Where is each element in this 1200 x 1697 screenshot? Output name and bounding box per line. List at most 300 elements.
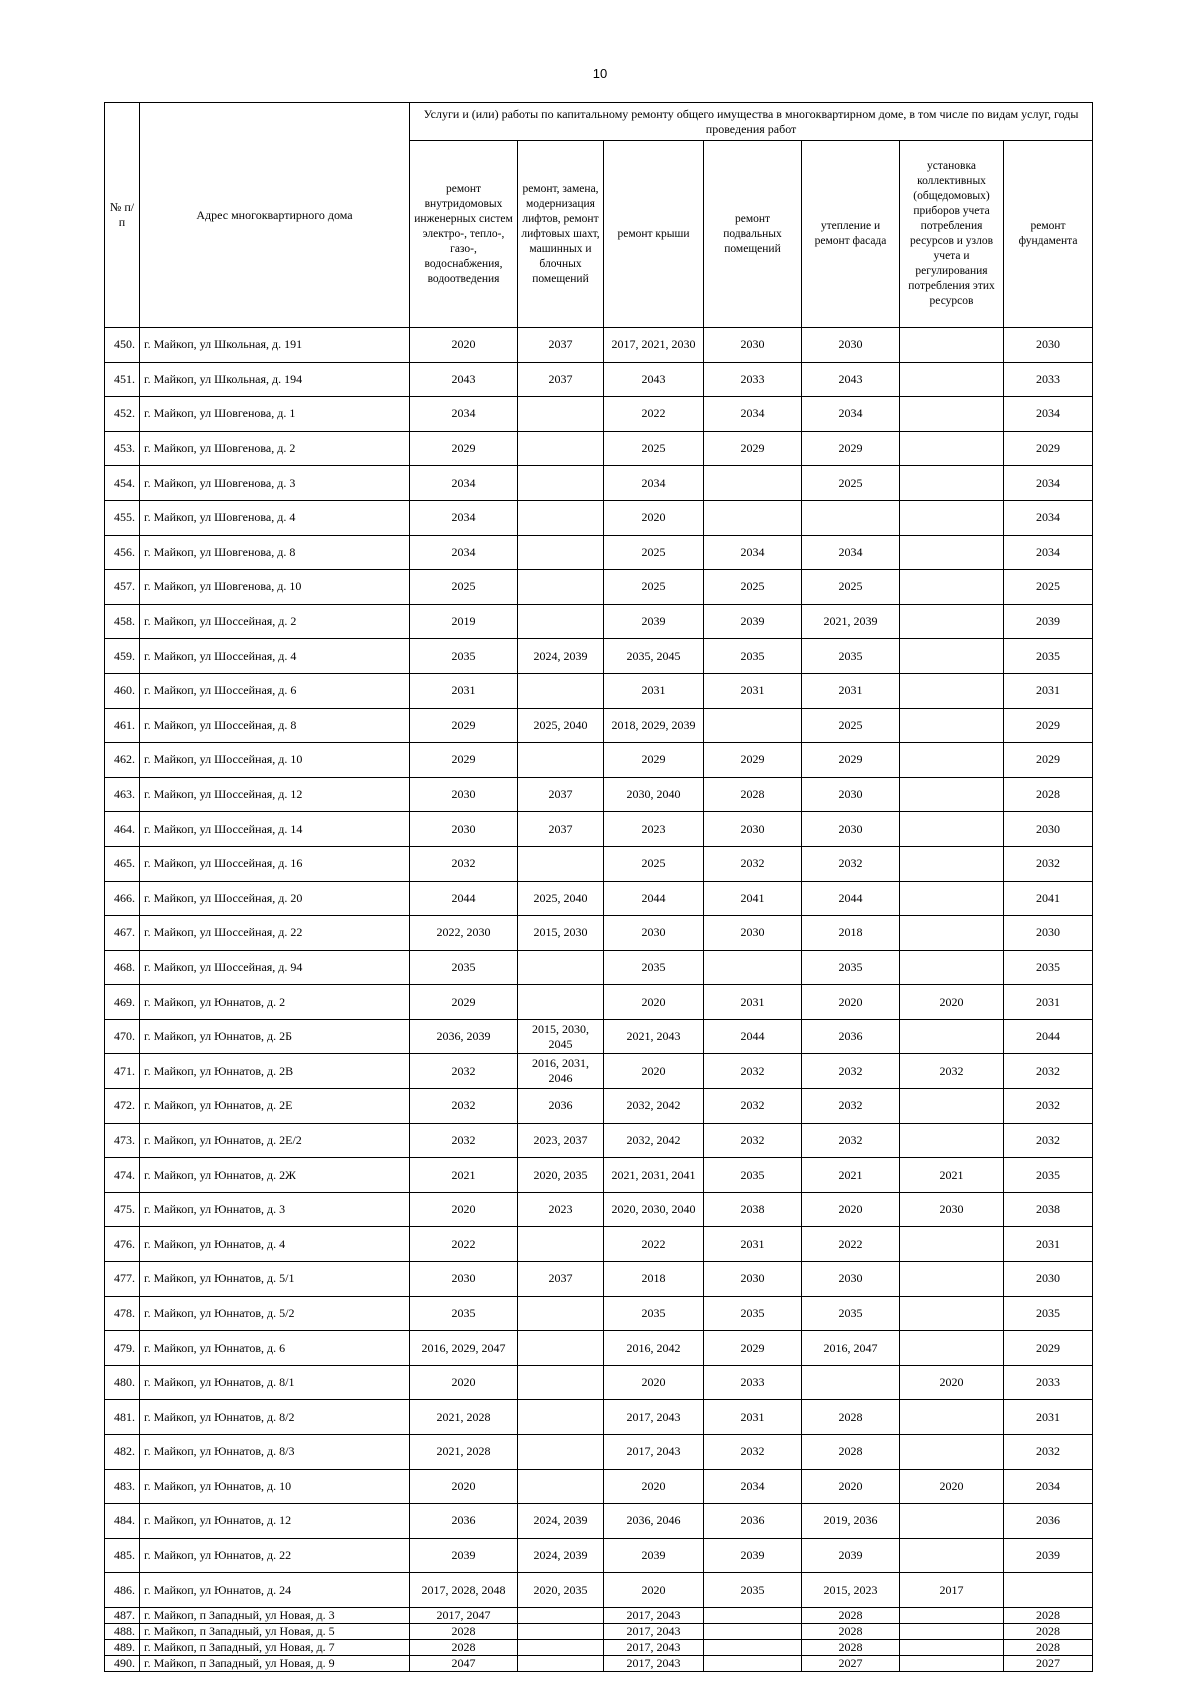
cell-elevator: 2037: [518, 1262, 604, 1297]
cell-meters: 2017: [900, 1573, 1004, 1608]
table-row: [105, 1123, 1093, 1158]
cell-meters: [900, 743, 1004, 778]
table-row: [105, 328, 1093, 363]
row-number: 477.: [105, 1262, 140, 1297]
cell-meters: [900, 1639, 1004, 1655]
cell-foundation: 2034: [1004, 535, 1093, 570]
cell-meters: [900, 570, 1004, 605]
cell-engineering: 2035: [410, 950, 518, 985]
header-meters: установка коллективных (общедомовых) приборов учета потребления ресурсов и узлов учета и регулирования потребления этих ресурсов: [900, 141, 1004, 328]
cell-elevator: [518, 466, 604, 501]
cell-basement: 2030: [704, 812, 802, 847]
cell-roof: 2044: [604, 881, 704, 916]
cell-basement: 2031: [704, 673, 802, 708]
row-address: г. Майкоп, ул Шоссейная, д. 6: [140, 673, 410, 708]
cell-roof: 2035: [604, 1296, 704, 1331]
cell-engineering: 2020: [410, 328, 518, 363]
cell-meters: [900, 328, 1004, 363]
row-address: г. Майкоп, ул Шоссейная, д. 14: [140, 812, 410, 847]
cell-elevator: [518, 985, 604, 1020]
cell-basement: 2041: [704, 881, 802, 916]
cell-engineering: 2030: [410, 1262, 518, 1297]
table-body: [105, 328, 1093, 1672]
table-row: [105, 1504, 1093, 1539]
cell-elevator: [518, 743, 604, 778]
row-number: 479.: [105, 1331, 140, 1366]
cell-foundation: 2038: [1004, 1192, 1093, 1227]
cell-elevator: 2037: [518, 777, 604, 812]
cell-meters: [900, 1331, 1004, 1366]
cell-basement: 2031: [704, 985, 802, 1020]
cell-foundation: 2035: [1004, 1158, 1093, 1193]
cell-meters: [900, 1623, 1004, 1639]
cell-foundation: 2028: [1004, 1639, 1093, 1655]
cell-foundation: [1004, 1573, 1093, 1608]
cell-foundation: 2033: [1004, 1365, 1093, 1400]
cell-meters: 2032: [900, 1054, 1004, 1089]
cell-basement: 2035: [704, 639, 802, 674]
row-address: г. Майкоп, ул Юннатов, д. 4: [140, 1227, 410, 1262]
row-number: 471.: [105, 1054, 140, 1089]
cell-roof: 2017, 2043: [604, 1400, 704, 1435]
cell-basement: 2034: [704, 535, 802, 570]
cell-roof: 2020: [604, 985, 704, 1020]
cell-foundation: 2041: [1004, 881, 1093, 916]
row-number: 467.: [105, 916, 140, 951]
cell-roof: 2035: [604, 950, 704, 985]
cell-basement: 2038: [704, 1192, 802, 1227]
cell-facade: 2035: [802, 639, 900, 674]
row-address: г. Майкоп, ул Юннатов, д. 2Ж: [140, 1158, 410, 1193]
row-address: г. Майкоп, ул Юннатов, д. 12: [140, 1504, 410, 1539]
cell-roof: 2020: [604, 1054, 704, 1089]
cell-meters: [900, 604, 1004, 639]
cell-meters: [900, 916, 1004, 951]
cell-engineering: 2032: [410, 1054, 518, 1089]
row-address: г. Майкоп, ул Юннатов, д. 6: [140, 1331, 410, 1366]
cell-foundation: 2025: [1004, 570, 1093, 605]
cell-roof: 2025: [604, 846, 704, 881]
row-address: г. Майкоп, ул Шовгенова, д. 3: [140, 466, 410, 501]
table-row: [105, 950, 1093, 985]
cell-facade: 2032: [802, 1123, 900, 1158]
cell-facade: 2030: [802, 1262, 900, 1297]
cell-elevator: [518, 1623, 604, 1639]
cell-facade: 2025: [802, 466, 900, 501]
cell-meters: [900, 500, 1004, 535]
row-number: 453.: [105, 431, 140, 466]
row-address: г. Майкоп, ул Юннатов, д. 8/3: [140, 1435, 410, 1470]
cell-engineering: 2020: [410, 1365, 518, 1400]
row-address: г. Майкоп, ул Шоссейная, д. 12: [140, 777, 410, 812]
row-number: 457.: [105, 570, 140, 605]
header-address: Адрес многоквартирного дома: [140, 103, 410, 328]
cell-basement: 2030: [704, 916, 802, 951]
cell-meters: [900, 881, 1004, 916]
cell-meters: 2021: [900, 1158, 1004, 1193]
cell-meters: [900, 1089, 1004, 1124]
cell-basement: 2032: [704, 846, 802, 881]
table-row: [105, 1623, 1093, 1639]
table-row: [105, 708, 1093, 743]
table-row: [105, 535, 1093, 570]
cell-facade: 2020: [802, 985, 900, 1020]
cell-foundation: 2033: [1004, 362, 1093, 397]
cell-roof: 2021, 2031, 2041: [604, 1158, 704, 1193]
cell-roof: 2017, 2043: [604, 1623, 704, 1639]
cell-elevator: 2025, 2040: [518, 708, 604, 743]
row-address: г. Майкоп, ул Шовгенова, д. 4: [140, 500, 410, 535]
cell-basement: 2033: [704, 1365, 802, 1400]
cell-facade: 2021: [802, 1158, 900, 1193]
cell-foundation: 2029: [1004, 431, 1093, 466]
cell-basement: 2034: [704, 397, 802, 432]
cell-elevator: [518, 1469, 604, 1504]
cell-foundation: 2029: [1004, 743, 1093, 778]
cell-elevator: [518, 604, 604, 639]
cell-basement: 2035: [704, 1296, 802, 1331]
cell-basement: 2033: [704, 362, 802, 397]
cell-foundation: 2028: [1004, 1623, 1093, 1639]
row-number: 451.: [105, 362, 140, 397]
cell-roof: 2025: [604, 570, 704, 605]
cell-meters: [900, 1262, 1004, 1297]
cell-foundation: 2028: [1004, 1607, 1093, 1623]
cell-basement: 2030: [704, 1262, 802, 1297]
cell-roof: 2021, 2043: [604, 1019, 704, 1054]
cell-facade: 2018: [802, 916, 900, 951]
row-number: 484.: [105, 1504, 140, 1539]
row-number: 489.: [105, 1639, 140, 1655]
cell-roof: 2017, 2043: [604, 1435, 704, 1470]
cell-elevator: [518, 846, 604, 881]
cell-roof: 2025: [604, 431, 704, 466]
cell-engineering: 2032: [410, 1089, 518, 1124]
cell-foundation: 2034: [1004, 1469, 1093, 1504]
cell-meters: [900, 846, 1004, 881]
cell-basement: 2031: [704, 1400, 802, 1435]
cell-basement: 2029: [704, 431, 802, 466]
row-number: 455.: [105, 500, 140, 535]
table-row: [105, 1639, 1093, 1655]
row-number: 485.: [105, 1538, 140, 1573]
cell-basement: [704, 1639, 802, 1655]
table-row: [105, 570, 1093, 605]
cell-meters: [900, 1655, 1004, 1671]
cell-foundation: 2031: [1004, 985, 1093, 1020]
cell-elevator: [518, 1435, 604, 1470]
cell-engineering: 2028: [410, 1639, 518, 1655]
row-number: 476.: [105, 1227, 140, 1262]
cell-engineering: 2017, 2028, 2048: [410, 1573, 518, 1608]
cell-meters: [900, 708, 1004, 743]
table-row: [105, 362, 1093, 397]
row-address: г. Майкоп, ул Шоссейная, д. 16: [140, 846, 410, 881]
table-row: [105, 1573, 1093, 1608]
cell-basement: 2044: [704, 1019, 802, 1054]
row-number: 459.: [105, 639, 140, 674]
cell-engineering: 2031: [410, 673, 518, 708]
cell-facade: 2035: [802, 1296, 900, 1331]
cell-basement: 2032: [704, 1089, 802, 1124]
cell-roof: 2025: [604, 535, 704, 570]
cell-meters: [900, 812, 1004, 847]
cell-foundation: 2032: [1004, 1054, 1093, 1089]
row-number: 454.: [105, 466, 140, 501]
table-row: [105, 1054, 1093, 1089]
cell-facade: 2015, 2023: [802, 1573, 900, 1608]
cell-facade: 2025: [802, 708, 900, 743]
table-row: [105, 777, 1093, 812]
row-number: 474.: [105, 1158, 140, 1193]
row-address: г. Майкоп, п Западный, ул Новая, д. 9: [140, 1655, 410, 1671]
cell-engineering: 2034: [410, 535, 518, 570]
cell-meters: [900, 1296, 1004, 1331]
table-row: [105, 1365, 1093, 1400]
cell-engineering: 2022, 2030: [410, 916, 518, 951]
cell-meters: 2030: [900, 1192, 1004, 1227]
header-num: № п/п: [105, 103, 140, 328]
cell-engineering: 2019: [410, 604, 518, 639]
cell-foundation: 2039: [1004, 1538, 1093, 1573]
cell-engineering: 2017, 2047: [410, 1607, 518, 1623]
cell-roof: 2039: [604, 604, 704, 639]
cell-facade: 2031: [802, 673, 900, 708]
row-number: 463.: [105, 777, 140, 812]
header-roof: ремонт крыши: [604, 141, 704, 328]
cell-elevator: [518, 397, 604, 432]
cell-roof: 2020: [604, 1469, 704, 1504]
cell-basement: 2036: [704, 1504, 802, 1539]
row-number: 490.: [105, 1655, 140, 1671]
cell-meters: [900, 1435, 1004, 1470]
cell-roof: 2034: [604, 466, 704, 501]
cell-engineering: 2036: [410, 1504, 518, 1539]
row-number: 480.: [105, 1365, 140, 1400]
cell-engineering: 2036, 2039: [410, 1019, 518, 1054]
cell-basement: 2029: [704, 743, 802, 778]
cell-foundation: 2035: [1004, 639, 1093, 674]
cell-foundation: 2044: [1004, 1019, 1093, 1054]
row-address: г. Майкоп, ул Юннатов, д. 3: [140, 1192, 410, 1227]
cell-elevator: 2015, 2030, 2045: [518, 1019, 604, 1054]
table-row: [105, 881, 1093, 916]
cell-meters: 2020: [900, 1469, 1004, 1504]
cell-elevator: [518, 1365, 604, 1400]
cell-meters: [900, 397, 1004, 432]
row-address: г. Майкоп, ул Шоссейная, д. 4: [140, 639, 410, 674]
cell-roof: 2022: [604, 397, 704, 432]
cell-foundation: 2036: [1004, 1504, 1093, 1539]
cell-engineering: 2029: [410, 743, 518, 778]
cell-elevator: 2023: [518, 1192, 604, 1227]
cell-elevator: [518, 1296, 604, 1331]
cell-elevator: [518, 1655, 604, 1671]
table-row: [105, 1331, 1093, 1366]
cell-meters: [900, 1123, 1004, 1158]
cell-basement: 2030: [704, 328, 802, 363]
cell-meters: [900, 777, 1004, 812]
cell-elevator: 2020, 2035: [518, 1158, 604, 1193]
cell-facade: 2020: [802, 1192, 900, 1227]
cell-meters: [900, 535, 1004, 570]
cell-facade: 2028: [802, 1623, 900, 1639]
cell-elevator: 2023, 2037: [518, 1123, 604, 1158]
cell-engineering: 2030: [410, 812, 518, 847]
cell-meters: [900, 1227, 1004, 1262]
row-address: г. Майкоп, ул Юннатов, д. 8/2: [140, 1400, 410, 1435]
row-number: 488.: [105, 1623, 140, 1639]
cell-basement: 2028: [704, 777, 802, 812]
row-address: г. Майкоп, ул Юннатов, д. 2Е: [140, 1089, 410, 1124]
cell-roof: 2032, 2042: [604, 1123, 704, 1158]
cell-engineering: 2035: [410, 1296, 518, 1331]
row-number: 472.: [105, 1089, 140, 1124]
cell-foundation: 2034: [1004, 466, 1093, 501]
cell-facade: 2028: [802, 1435, 900, 1470]
cell-basement: 2029: [704, 1331, 802, 1366]
cell-elevator: 2037: [518, 328, 604, 363]
cell-basement: [704, 500, 802, 535]
table-row: [105, 604, 1093, 639]
capital-repair-table: [104, 102, 1093, 1672]
table-row: [105, 1655, 1093, 1671]
header-engineering: ремонт внутридомовых инженерных систем электро-, тепло-, газо-, водоснабжения, водоотведения: [410, 141, 518, 328]
cell-elevator: [518, 950, 604, 985]
row-number: 450.: [105, 328, 140, 363]
cell-engineering: 2021: [410, 1158, 518, 1193]
table-row: [105, 1019, 1093, 1054]
cell-roof: 2029: [604, 743, 704, 778]
row-address: г. Майкоп, ул Шовгенова, д. 8: [140, 535, 410, 570]
cell-engineering: 2034: [410, 397, 518, 432]
cell-engineering: 2022: [410, 1227, 518, 1262]
cell-engineering: 2047: [410, 1655, 518, 1671]
row-address: г. Майкоп, ул Юннатов, д. 5/2: [140, 1296, 410, 1331]
row-address: г. Майкоп, ул Юннатов, д. 5/1: [140, 1262, 410, 1297]
cell-elevator: 2024, 2039: [518, 1538, 604, 1573]
header-foundation: ремонт фундамента: [1004, 141, 1093, 328]
cell-facade: 2034: [802, 397, 900, 432]
cell-facade: 2035: [802, 950, 900, 985]
cell-roof: 2020: [604, 500, 704, 535]
table-row: [105, 916, 1093, 951]
cell-roof: 2030: [604, 916, 704, 951]
table-row: [105, 466, 1093, 501]
table-row: [105, 1607, 1093, 1623]
cell-engineering: 2020: [410, 1469, 518, 1504]
cell-elevator: 2036: [518, 1089, 604, 1124]
cell-facade: 2039: [802, 1538, 900, 1573]
cell-engineering: 2016, 2029, 2047: [410, 1331, 518, 1366]
cell-roof: 2020, 2030, 2040: [604, 1192, 704, 1227]
cell-foundation: 2035: [1004, 1296, 1093, 1331]
cell-engineering: 2035: [410, 639, 518, 674]
cell-facade: 2032: [802, 846, 900, 881]
cell-facade: 2022: [802, 1227, 900, 1262]
cell-elevator: [518, 1400, 604, 1435]
cell-meters: 2020: [900, 1365, 1004, 1400]
cell-engineering: 2029: [410, 708, 518, 743]
cell-roof: 2017, 2043: [604, 1607, 704, 1623]
cell-elevator: [518, 1227, 604, 1262]
cell-meters: 2020: [900, 985, 1004, 1020]
row-number: 464.: [105, 812, 140, 847]
table-row: [105, 1296, 1093, 1331]
row-address: г. Майкоп, ул Шоссейная, д. 2: [140, 604, 410, 639]
cell-facade: 2044: [802, 881, 900, 916]
row-address: г. Майкоп, ул Юннатов, д. 24: [140, 1573, 410, 1608]
cell-foundation: 2031: [1004, 673, 1093, 708]
cell-foundation: 2031: [1004, 1400, 1093, 1435]
cell-facade: 2029: [802, 743, 900, 778]
cell-elevator: 2016, 2031, 2046: [518, 1054, 604, 1089]
cell-basement: 2025: [704, 570, 802, 605]
cell-basement: 2032: [704, 1435, 802, 1470]
row-number: 486.: [105, 1573, 140, 1608]
cell-engineering: 2025: [410, 570, 518, 605]
cell-basement: 2035: [704, 1158, 802, 1193]
table-row: [105, 397, 1093, 432]
cell-facade: 2030: [802, 328, 900, 363]
row-number: 481.: [105, 1400, 140, 1435]
cell-foundation: 2028: [1004, 777, 1093, 812]
cell-basement: [704, 466, 802, 501]
table-row: [105, 846, 1093, 881]
table-row: [105, 743, 1093, 778]
cell-elevator: 2015, 2030: [518, 916, 604, 951]
row-address: г. Майкоп, ул Шоссейная, д. 20: [140, 881, 410, 916]
cell-facade: 2020: [802, 1469, 900, 1504]
header-facade: утепление и ремонт фасада: [802, 141, 900, 328]
row-address: г. Майкоп, п Западный, ул Новая, д. 7: [140, 1639, 410, 1655]
cell-foundation: 2039: [1004, 604, 1093, 639]
cell-facade: [802, 1365, 900, 1400]
table-row: [105, 431, 1093, 466]
cell-roof: 2018, 2029, 2039: [604, 708, 704, 743]
cell-engineering: 2034: [410, 500, 518, 535]
row-number: 466.: [105, 881, 140, 916]
cell-facade: 2032: [802, 1089, 900, 1124]
row-address: г. Майкоп, ул Шовгенова, д. 1: [140, 397, 410, 432]
cell-roof: 2017, 2043: [604, 1639, 704, 1655]
cell-engineering: 2020: [410, 1192, 518, 1227]
row-number: 452.: [105, 397, 140, 432]
cell-meters: [900, 950, 1004, 985]
cell-basement: 2034: [704, 1469, 802, 1504]
cell-elevator: 2024, 2039: [518, 1504, 604, 1539]
cell-basement: [704, 1623, 802, 1639]
row-address: г. Майкоп, ул Школьная, д. 194: [140, 362, 410, 397]
cell-basement: 2032: [704, 1054, 802, 1089]
row-number: 465.: [105, 846, 140, 881]
cell-meters: [900, 431, 1004, 466]
cell-engineering: 2030: [410, 777, 518, 812]
cell-elevator: 2024, 2039: [518, 639, 604, 674]
row-number: 473.: [105, 1123, 140, 1158]
cell-roof: 2039: [604, 1538, 704, 1573]
cell-foundation: 2031: [1004, 1227, 1093, 1262]
cell-engineering: 2032: [410, 1123, 518, 1158]
cell-facade: [802, 500, 900, 535]
table-row: [105, 812, 1093, 847]
cell-roof: 2036, 2046: [604, 1504, 704, 1539]
table-row: [105, 1435, 1093, 1470]
cell-roof: 2022: [604, 1227, 704, 1262]
cell-elevator: [518, 1639, 604, 1655]
cell-foundation: 2030: [1004, 328, 1093, 363]
table-row: [105, 639, 1093, 674]
